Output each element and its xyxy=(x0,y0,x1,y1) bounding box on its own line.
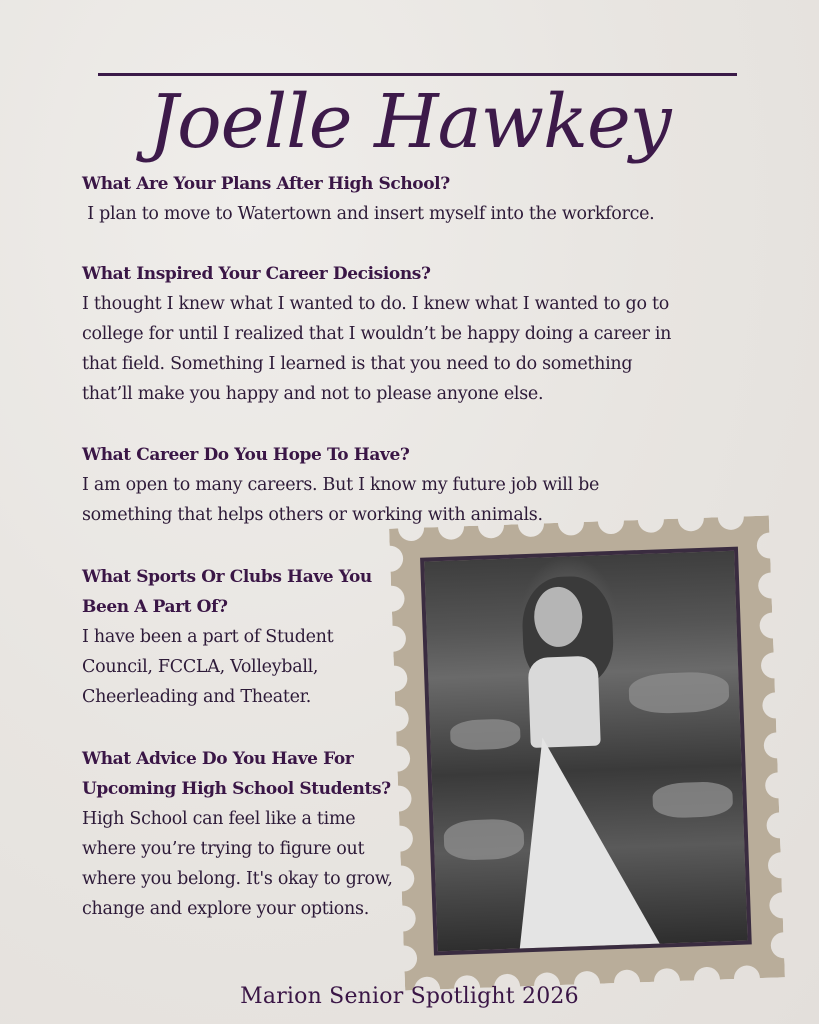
question-heading: Been A Part Of? xyxy=(82,597,228,617)
answer-line: change and explore your options. xyxy=(82,899,369,919)
answer-line: I have been a part of Student xyxy=(82,627,334,647)
section-career xyxy=(82,440,599,530)
answer-line: I thought I knew what I wanted to do. I knew what I wanted to go to xyxy=(82,294,669,314)
question-heading: Upcoming High School Students? xyxy=(82,779,391,799)
question-heading: What Are Your Plans After High School? xyxy=(82,174,450,194)
answer-line: that field. Something I learned is that you need to do something xyxy=(82,354,633,374)
question-heading: What Advice Do You Have For xyxy=(82,749,354,769)
section-clubs xyxy=(82,562,372,712)
section-plans xyxy=(82,169,654,229)
question-heading: What Career Do You Hope To Have? xyxy=(82,445,410,465)
answer-line: High School can feel like a time xyxy=(82,809,356,829)
question-heading: What Sports Or Clubs Have You xyxy=(82,567,372,587)
postage-stamp-frame xyxy=(389,516,785,991)
section-advice xyxy=(82,744,393,924)
answer-line: where you’re trying to figure out xyxy=(82,839,365,859)
answer-line: Council, FCCLA, Volleyball, xyxy=(82,657,319,677)
answer-line: college for until I realized that I wouldn’t be happy doing a career in xyxy=(82,324,672,344)
student-portrait-photo xyxy=(420,547,752,956)
answer-line: that’ll make you happy and not to please anyone else. xyxy=(82,384,544,404)
footer-title: Marion Senior Spotlight 2026 xyxy=(240,984,579,1009)
student-name-title: Joelle Hawkey xyxy=(148,79,671,165)
answer-line: something that helps others or working with animals. xyxy=(82,505,543,525)
section-inspiration xyxy=(82,259,671,409)
question-heading: What Inspired Your Career Decisions? xyxy=(82,264,431,284)
answer-text: I plan to move to Watertown and insert myself into the workforce. xyxy=(82,204,655,224)
answer-line: Cheerleading and Theater. xyxy=(82,687,312,707)
answer-line: I am open to many careers. But I know my future job will be xyxy=(82,475,600,495)
answer-line: where you belong. It's okay to grow, xyxy=(82,869,393,889)
